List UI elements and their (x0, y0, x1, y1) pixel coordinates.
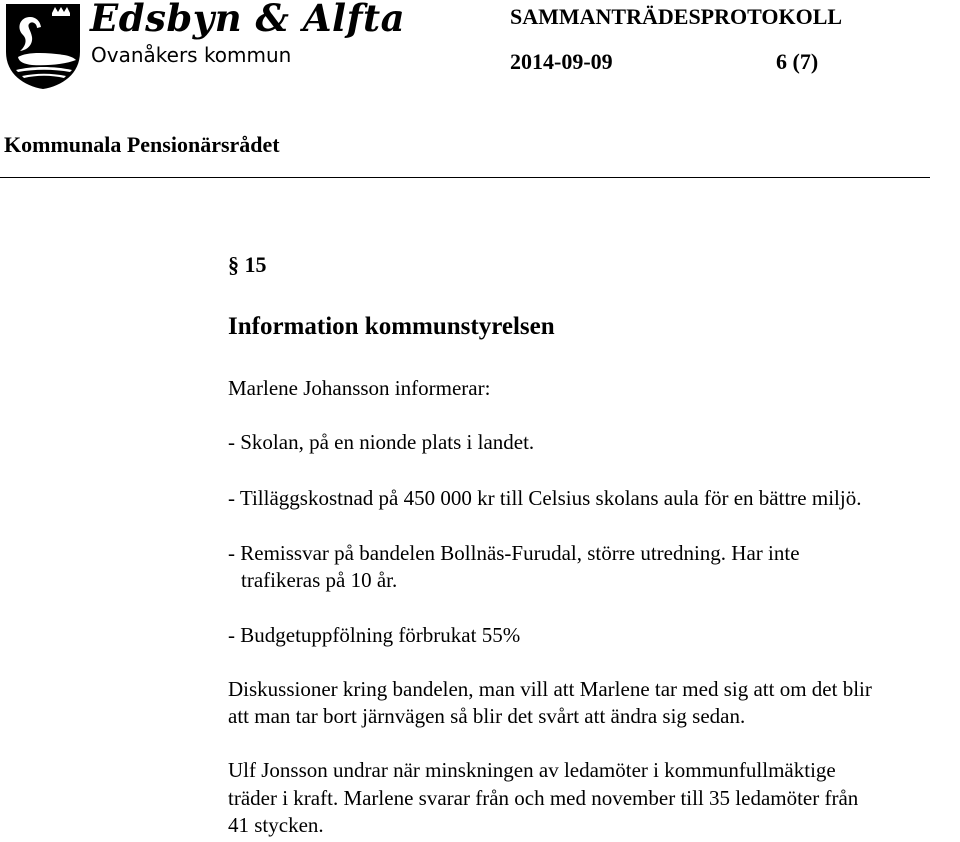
bullet-item: - Skolan, på en nionde plats i landet. (228, 430, 535, 454)
paragraph-line: träder i kraft. Marlene svarar från och med november till 35 ledamöter från (228, 786, 859, 810)
document-type: SAMMANTRÄDESPROTOKOLL (510, 4, 843, 29)
logo-title: Edsbyn & Alfta (90, 0, 406, 40)
swan-coat-of-arms-icon (4, 2, 82, 90)
paragraph-line: Diskussioner kring bandelen, man vill att Marlene tar med sig att om det blir (228, 677, 872, 701)
bullet-item: - Remissvar på bandelen Bollnäs-Furudal, större utredning. Har inte (228, 541, 800, 565)
page-number: 6 (7) (776, 49, 819, 74)
section-intro: Marlene Johansson informerar: (228, 376, 491, 400)
paragraph-line: att man tar bort järnvägen så blir det svårt att ändra sig sedan. (228, 704, 746, 728)
committee-name: Kommunala Pensionärsrådet (4, 132, 280, 157)
logo-subtitle: Ovanåkers kommun (91, 43, 292, 67)
meeting-date: 2014-09-09 (510, 49, 613, 74)
bullet-item-continuation: trafikeras på 10 år. (241, 568, 398, 592)
header-divider (0, 177, 930, 178)
paragraph-line: Ulf Jonsson undrar när minskningen av ledamöter i kommunfullmäktige (228, 758, 836, 782)
paragraph-line: 41 stycken. (228, 813, 324, 837)
section-number: § 15 (228, 252, 267, 277)
section-heading: Information kommunstyrelsen (228, 313, 555, 340)
municipality-logo (4, 0, 406, 94)
bullet-item: - Tilläggskostnad på 450 000 kr till Celsius skolans aula för en bättre miljö. (228, 486, 862, 510)
bullet-item: - Budgetuppfölning förbrukat 55% (228, 623, 521, 647)
